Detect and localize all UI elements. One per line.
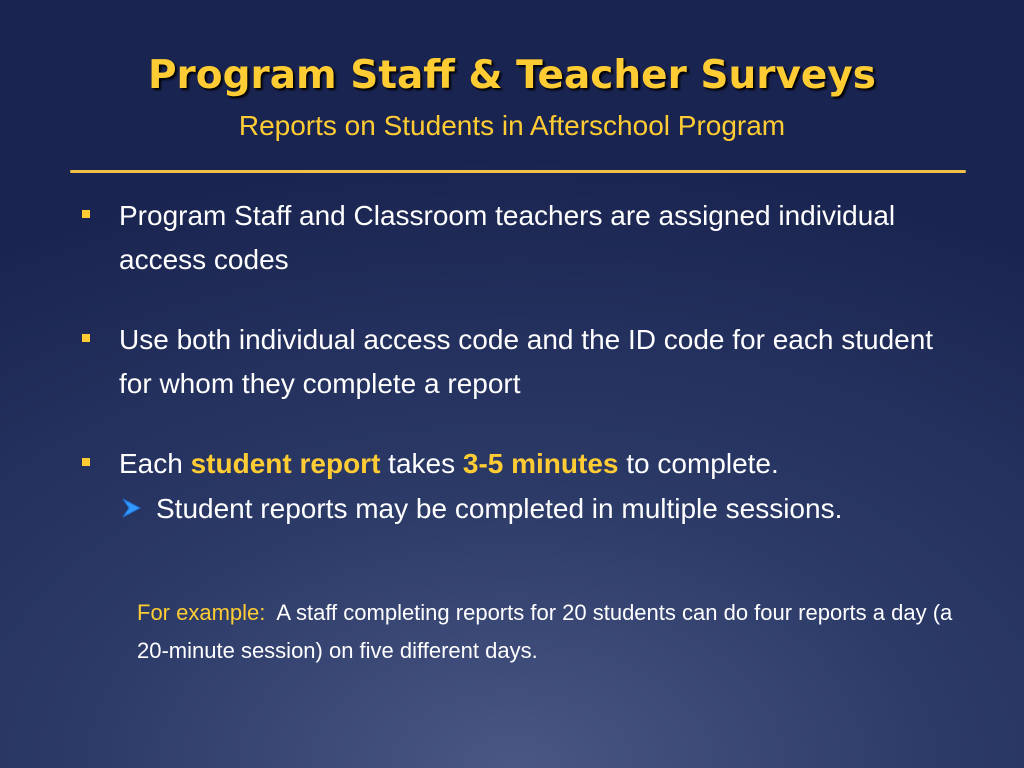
highlight-student-report: student report bbox=[190, 448, 381, 479]
sub-bullet-text: Student reports may be completed in multiple sessions. bbox=[156, 493, 843, 524]
slide-title: Program Staff & Teacher Surveys bbox=[147, 53, 877, 98]
highlight-duration: 3-5 minutes bbox=[462, 448, 619, 479]
bullet-text: Use both individual access code and the ID code for each student for whom they complete a report bbox=[119, 324, 934, 399]
arrow-bullet-icon bbox=[120, 497, 142, 519]
square-bullet-icon bbox=[82, 334, 90, 342]
bullet-text bbox=[119, 442, 939, 486]
square-bullet-icon bbox=[82, 458, 90, 466]
example-text: A staff completing reports for 20 students can do four reports a day (a 20-minute session) on five different days. bbox=[137, 600, 953, 663]
bullet-text: Program Staff and Classroom teachers are assigned individual access codes bbox=[119, 200, 896, 275]
example-label: For example: bbox=[137, 600, 266, 625]
square-bullet-icon bbox=[82, 210, 90, 218]
title-divider bbox=[70, 170, 966, 173]
slide-subtitle: Reports on Students in Afterschool Program bbox=[238, 110, 786, 141]
bullet-text-suffix: to complete. bbox=[618, 448, 779, 479]
example-note bbox=[137, 594, 957, 670]
bullet-text-middle: takes bbox=[380, 448, 463, 479]
bullet-text-prefix: Each bbox=[119, 448, 191, 479]
